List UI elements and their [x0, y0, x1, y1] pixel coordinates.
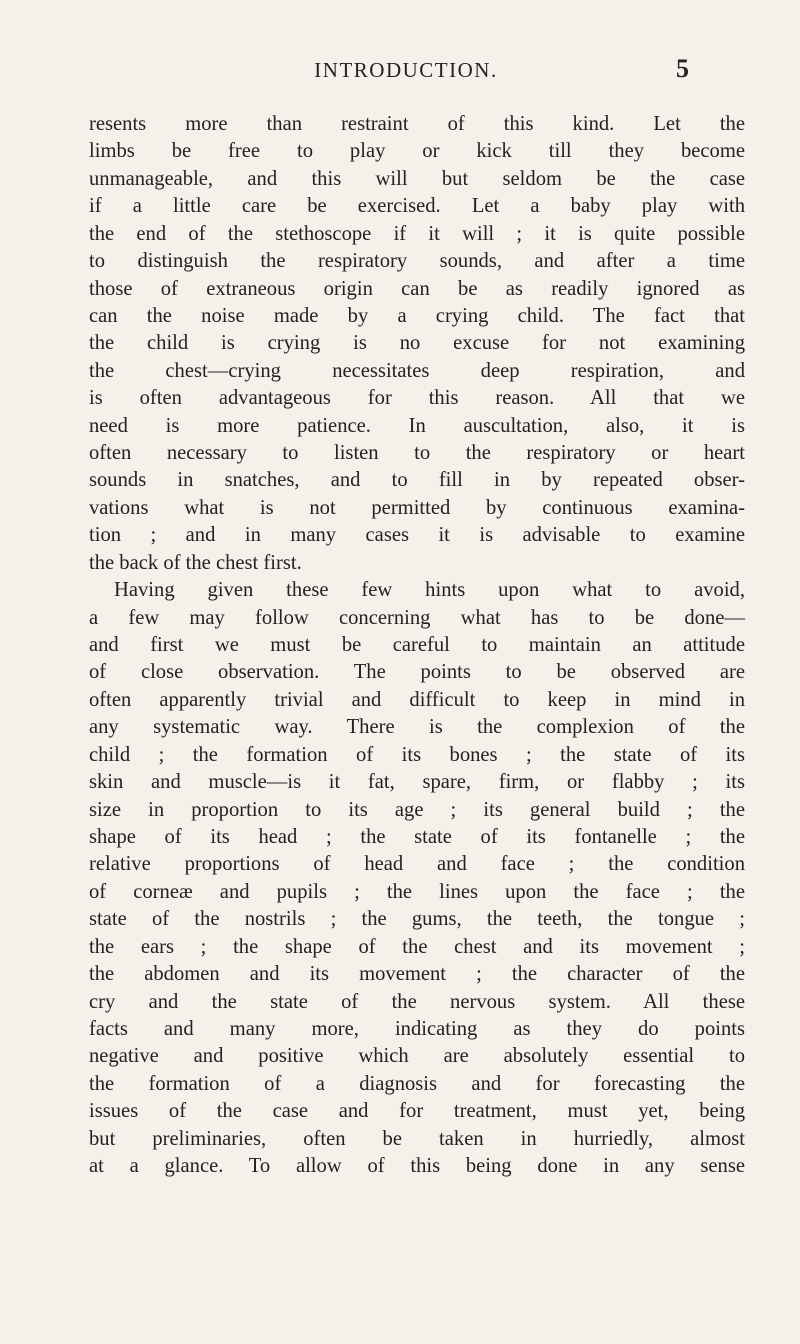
text-line: of close observation. The points to be observed are	[89, 661, 745, 684]
text-line: can the noise made by a crying child. The fact that	[89, 304, 745, 327]
text-line: the formation of a diagnosis and for forecasting the	[89, 1072, 745, 1095]
text-line: of corneæ and pupils ; the lines upon the face ; the	[89, 880, 745, 903]
running-head: INTRODUCTION.	[314, 58, 498, 82]
text-line: any systematic way. There is the complexion of the	[89, 716, 745, 739]
text-line: is often advantageous for this reason. All that we	[89, 387, 745, 410]
text-line: often necessary to listen to the respiratory or heart	[89, 442, 745, 465]
text-line: often apparently trivial and difficult to keep in mind in	[89, 688, 745, 711]
text-line: cry and the state of the nervous system. All these	[89, 990, 745, 1013]
text-line: the chest—crying necessitates deep respiration, and	[89, 359, 745, 382]
text-line: those of extraneous origin can be as readily ignored as	[89, 277, 745, 300]
text-line: resents more than restraint of this kind. Let the	[89, 113, 745, 135]
text-line: and first we must be careful to maintain an attitude	[89, 634, 745, 657]
text-line: if a little care be exercised. Let a baby play with	[89, 195, 745, 218]
text-line: at a glance. To allow of this being done in any sense	[89, 1155, 745, 1178]
text-line: Having given these few hints upon what to avoid,	[114, 579, 745, 602]
text-line: child ; the formation of its bones ; the state of its	[89, 743, 745, 766]
text-line: size in proportion to its age ; its general build ; the	[89, 798, 745, 821]
text-line: the end of the stethoscope if it will ; it is quite possible	[89, 222, 745, 245]
text-line: unmanageable, and this will but seldom be the case	[89, 167, 745, 190]
text-line: the back of the chest first.	[89, 551, 302, 574]
text-line: negative and positive which are absolutely essential to	[89, 1045, 745, 1068]
text-line: but preliminaries, often be taken in hurriedly, almost	[89, 1127, 745, 1150]
text-line: shape of its head ; the state of its fontanelle ; the	[89, 825, 745, 848]
text-line: issues of the case and for treatment, must yet, being	[89, 1100, 745, 1123]
text-line: limbs be free to play or kick till they become	[89, 140, 745, 163]
text-line: facts and many more, indicating as they do points	[89, 1017, 745, 1040]
text-line: the abdomen and its movement ; the character of the	[89, 963, 745, 986]
text-line: vations what is not permitted by continuous examina-	[89, 496, 745, 519]
text-line: the child is crying is no excuse for not examining	[89, 332, 745, 355]
text-line: to distinguish the respiratory sounds, and after a time	[89, 250, 745, 273]
text-line: sounds in snatches, and to fill in by repeated obser-	[89, 469, 745, 492]
text-line: relative proportions of head and face ; the condition	[89, 853, 745, 876]
text-line: state of the nostrils ; the gums, the teeth, the tongue ;	[89, 908, 745, 931]
text-line: tion ; and in many cases it is advisable to examine	[89, 524, 745, 547]
text-line: the ears ; the shape of the chest and its movement ;	[89, 935, 745, 958]
body-text	[89, 111, 745, 1180]
text-line: skin and muscle—is it fat, spare, firm, or flabby ; its	[89, 771, 745, 794]
page-number: 5	[676, 54, 689, 83]
text-line: a few may follow concerning what has to be done—	[89, 606, 745, 629]
text-line: need is more patience. In auscultation, also, it is	[89, 414, 745, 437]
